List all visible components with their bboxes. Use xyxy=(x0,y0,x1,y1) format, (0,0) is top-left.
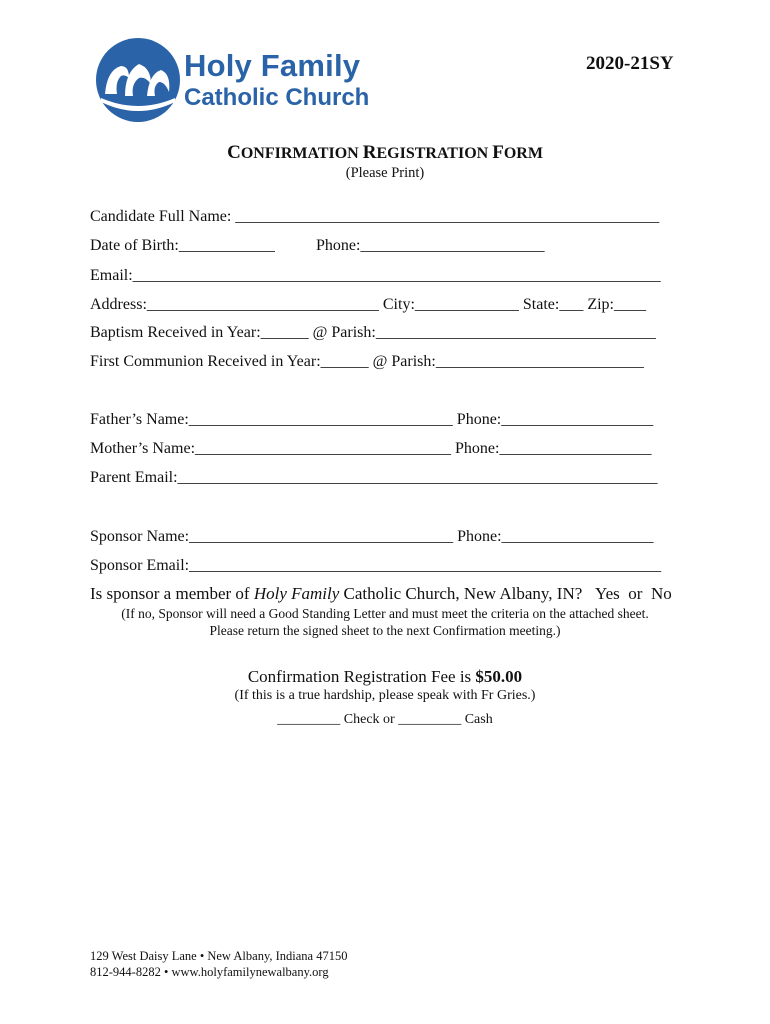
hardship-note: (If this is a true hardship, please speak with Fr Gries.) xyxy=(234,688,536,703)
first-communion-field[interactable]: First Communion Received in Year:______ @ Parish:__________________________ xyxy=(90,353,644,370)
sponsor-name-field[interactable]: Sponsor Name:_________________________________ Phone:___________________ xyxy=(90,528,654,545)
form-subtitle: (Please Print) xyxy=(345,165,425,181)
no-option[interactable]: No xyxy=(650,584,672,603)
holy-family-emblem-icon xyxy=(95,36,181,124)
parent-email-field[interactable]: Parent Email:____________________________________________________________ xyxy=(90,469,658,486)
registration-fee: Confirmation Registration Fee is $50.00 xyxy=(247,667,523,686)
address-field[interactable]: Address:_____________________________ City:_____________ State:___ Zip:____ xyxy=(90,296,646,313)
yes-option[interactable]: Yes xyxy=(595,584,620,603)
candidate-phone-field[interactable]: Phone:_______________________ xyxy=(316,237,545,254)
logo-line-holy-family: Holy Family xyxy=(184,48,361,83)
footer-contact: 812-944-8282 • www.holyfamilynewalbany.org xyxy=(90,965,329,979)
logo-line-catholic-church: Catholic Church xyxy=(184,84,370,111)
sponsor-note-line2: Please return the signed sheet to the next Confirmation meeting.) xyxy=(209,623,561,638)
church-logo xyxy=(95,36,395,126)
sponsor-membership-question: Is sponsor a member of Holy Family Catholic Church, New Albany, IN? Yes or No xyxy=(90,584,672,603)
candidate-name-field[interactable]: Candidate Full Name: _____________________________________________________ xyxy=(90,208,660,225)
baptism-field[interactable]: Baptism Received in Year:______ @ Parish:___________________________________ xyxy=(90,324,656,341)
email-field[interactable]: Email:__________________________________________________________________ xyxy=(90,267,661,284)
sponsor-note-line1: (If no, Sponsor will need a Good Standing Letter and must meet the criteria on the attached sheet. xyxy=(121,606,649,621)
fee-amount: $50.00 xyxy=(475,667,523,686)
father-name-field[interactable]: Father’s Name:_________________________________ Phone:___________________ xyxy=(90,411,654,428)
sponsor-email-field[interactable]: Sponsor Email:___________________________________________________________ xyxy=(90,557,662,574)
form-title: CONFIRMATION REGISTRATION FORM xyxy=(227,142,543,163)
payment-method-field[interactable]: _________ Check or _________ Cash xyxy=(277,712,493,727)
mother-name-field[interactable]: Mother’s Name:________________________________ Phone:___________________ xyxy=(90,440,652,457)
school-year: 2020-21SY xyxy=(586,53,674,74)
footer-address: 129 West Daisy Lane • New Albany, Indiana 47150 xyxy=(90,949,348,963)
date-of-birth-field[interactable]: Date of Birth:____________ xyxy=(90,237,275,254)
